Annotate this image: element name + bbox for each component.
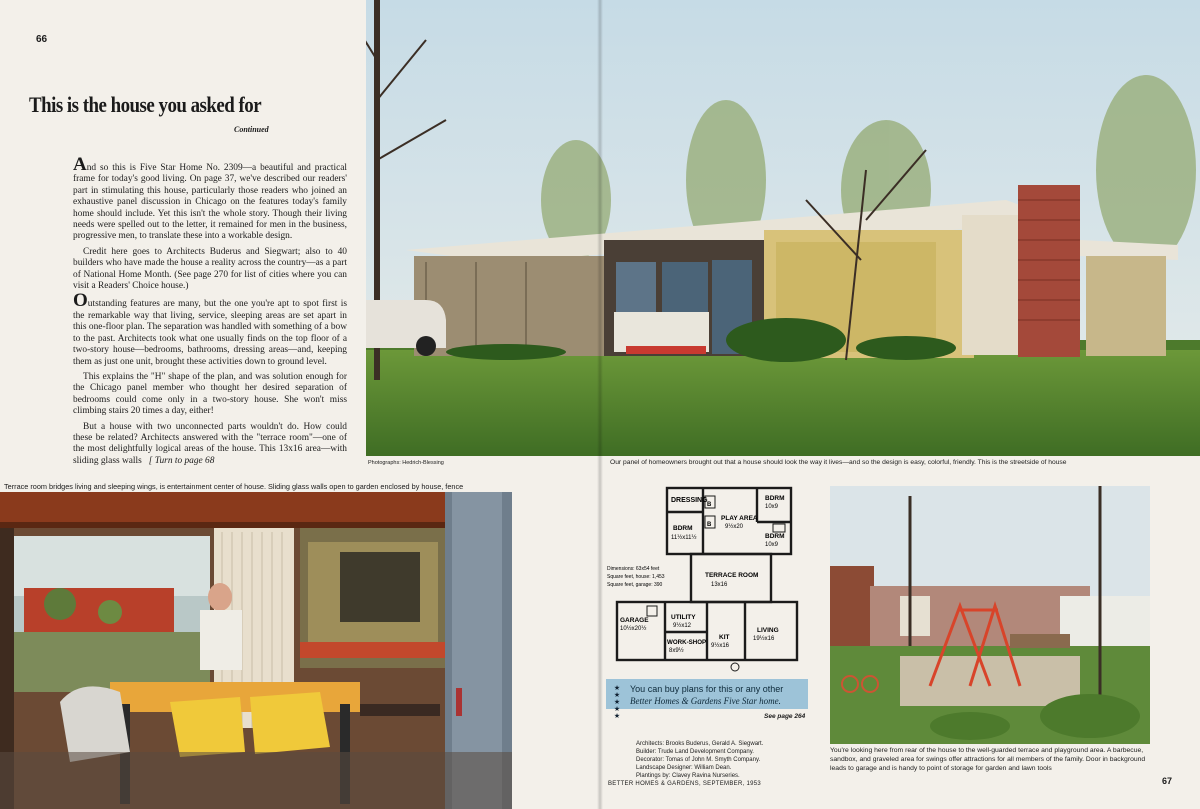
room-size: 10x9 — [765, 542, 779, 548]
magazine-footer: BETTER HOMES & GARDENS, SEPTEMBER, 1953 — [608, 781, 762, 787]
page-number-left: 66 — [36, 34, 48, 45]
page-number-right: 67 — [1162, 776, 1173, 786]
room-size: 13x16 — [711, 582, 728, 588]
room-label: WORK-SHOP — [667, 639, 707, 646]
plans-line-1: You can buy plans for this or any other — [630, 684, 784, 694]
room-size: 9½x12 — [673, 623, 692, 629]
plans-line-2: Better Homes & Gardens Five Star home. — [630, 696, 781, 706]
terrace-caption: Terrace room bridges living and sleeping wings, is entertainment center of house. Sliding glass walls open to garden enclosed by house, fence — [4, 482, 464, 491]
page-gutter — [597, 0, 603, 809]
body-paragraph: And so this is Five Star Home No. 2309—a beautiful and practical frame for today's good living. On page 37, we've described our readers' part in stimulating this house, particularly those readers who joined an exhaustive panel discussion in Chicago on the features today's family home should include. Yet this isn't the whole story. Though their living needs were spelled out to the letter, it remained for men in the business, progressive men, to translate these into a workable design. — [73, 154, 347, 242]
credit-line: Plantings by: Clavey Ravina Nurseries. — [636, 773, 740, 779]
article-body — [73, 154, 347, 467]
article-headline: This is the house you asked for — [29, 92, 262, 117]
room-size: 11½x11½ — [671, 535, 697, 541]
body-paragraph: But a house with two unconnected parts wouldn't do. How could these be related? Architects answered with the "terrace room"—one of the most delightfully logical areas of the house. This 13x16 area—with sliding glass walls [ Turn to page 68 — [73, 421, 347, 466]
rear-photo-caption: You're looking here from rear of the house to the well-guarded terrace and playground area. A barbecue, sandbox, and graveled area for swings offer attractions for all members of the family. Door in background leads to garage and is handy to point of storage for garden and lawn tools — [830, 747, 1146, 772]
main-photo-caption: Our panel of homeowners brought out that a house should look the way it lives—and so the design is easy, colorful, friendly. This is the streetside of house — [610, 459, 1067, 466]
plan-dimension: Square feet, house: 1,453 — [607, 574, 665, 580]
credit-line: Architects: Brooks Buderus, Gerald A. Siegwart. — [636, 741, 764, 747]
room-label: BDRM — [673, 525, 693, 532]
room-label: PLAY AREA — [721, 515, 758, 522]
terrace-room-photo — [0, 492, 512, 809]
room-label: BDRM — [765, 533, 785, 540]
bath-label: B — [707, 522, 712, 528]
room-label: KIT — [719, 634, 730, 641]
turn-to-page: [ Turn to page 68 — [148, 455, 215, 466]
room-label: TERRACE ROOM — [705, 572, 759, 579]
credit-line: Builder: Trude Land Development Company. — [636, 749, 754, 755]
bath-label: B — [707, 502, 712, 508]
room-size: 19½x16 — [753, 636, 775, 642]
plan-dimension: Square feet, garage: 390 — [607, 582, 663, 588]
floor-plan — [607, 482, 817, 678]
room-size: 8x9½ — [669, 648, 684, 654]
project-credits — [636, 740, 836, 780]
body-paragraph: Outstanding features are many, but the one you're apt to spot first is the remarkable way that living, service, sleeping areas are set apart in this one-floor plan. The separation was handled with something of a bow to the past. Architects took what one usually finds on the top floor of a two-story house—bedrooms, bathrooms, dressing areas—and, keeping them as just one unit, brought these activities down to ground level. — [73, 290, 347, 367]
room-size: 9½x16 — [711, 643, 730, 649]
continued-label: Continued — [234, 125, 269, 134]
rear-playground-photo — [830, 486, 1150, 744]
see-page-note: See page 264 — [764, 713, 806, 720]
plan-dimension: Dimensions: 63x54 feet — [607, 566, 660, 572]
room-size: 10½x20½ — [620, 626, 647, 632]
room-size: 10x9 — [765, 504, 779, 510]
room-label: UTILITY — [671, 614, 696, 621]
five-star-icon: ★ ★ ★ ★ ★ — [613, 684, 621, 720]
room-label: LIVING — [757, 627, 779, 634]
body-paragraph: This explains the "H" shape of the plan, and was solution enough for the Chicago panel member who thought her desired separation of bedrooms could come only in a two-story house. She won't miss climbing stairs 20 times a day, either! — [73, 371, 347, 417]
credit-line: Decorator: Tomas of John M. Smyth Company. — [636, 757, 761, 763]
room-label: DRESSING — [671, 497, 708, 504]
room-label: BDRM — [765, 495, 785, 502]
room-size: 9½x20 — [725, 524, 744, 530]
room-label: GARAGE — [620, 617, 649, 624]
photo-credit: Photographs: Hedrich-Blessing — [368, 460, 444, 466]
house-exterior-photo — [366, 0, 1200, 456]
body-paragraph: Credit here goes to Architects Buderus and Siegwart; also to 40 builders who have made the house a reality across the country—as a part of National Home Month. (See page 270 for list of cities where you can visit a Readers' Choice house.) — [73, 246, 347, 292]
credit-line: Landscape Designer: William Dean. — [636, 765, 732, 771]
